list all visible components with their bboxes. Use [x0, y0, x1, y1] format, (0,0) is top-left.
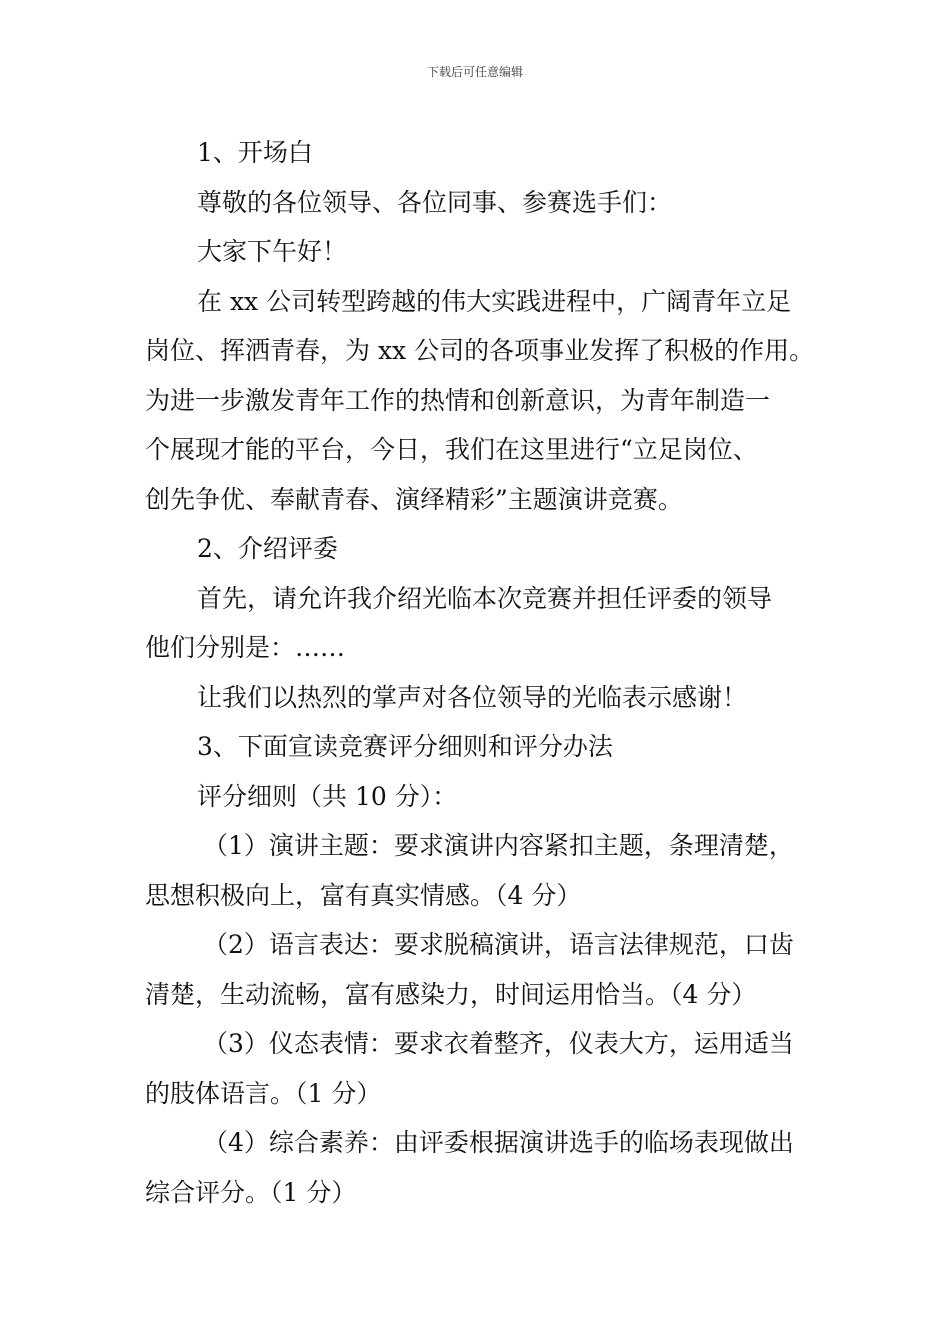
document-body [145, 128, 815, 1217]
paragraph-line: 他们分别是：…… [145, 633, 346, 662]
scoring-item-line: 的肢体语言。（1 分） [145, 1078, 382, 1108]
paragraph-line: 让我们以热烈的掌声对各位领导的光临表示感谢！ [197, 682, 748, 712]
scoring-item-line: 综合评分。（1 分） [145, 1177, 357, 1207]
section-heading-opening: 1、开场白 [197, 138, 313, 167]
scoring-item-line: （2）语言表达：要求脱稿演讲，语言法律规范，口齿 [203, 930, 794, 959]
paragraph-line: 岗位、挥洒青春，为 xx 公司的各项事业发挥了积极的作用。 [145, 336, 815, 365]
salutation: 尊敬的各位领导、各位同事、参赛选手们： [197, 187, 673, 217]
paragraph-line: 首先，请允许我介绍光临本次竞赛并担任评委的领导 [197, 583, 773, 613]
paragraph-line: 在 xx 公司转型跨越的伟大实践进程中，广阔青年立足 [197, 286, 792, 316]
paragraph-line: 创先争优、奉献青春、演绎精彩”主题演讲竞赛。 [145, 484, 683, 514]
greeting: 大家下午好！ [197, 237, 348, 266]
scoring-item-line: 思想积极向上，富有真实情感。（4 分） [145, 880, 582, 910]
page-header: 下载后可任意编辑 [426, 65, 523, 79]
scoring-item-line: （1）演讲主题：要求演讲内容紧扣主题，条理清楚， [203, 831, 794, 860]
scoring-item-line: 清楚，生动流畅，富有感染力，时间运用恰当。（4 分） [145, 979, 757, 1009]
scoring-item-line: （3）仪态表情：要求衣着整齐，仪表大方，运用适当 [203, 1029, 794, 1058]
section-heading-judges: 2、介绍评委 [197, 534, 338, 563]
paragraph-line: 个展现才能的平台，今日，我们在这里进行“立足岗位、 [145, 435, 758, 464]
scoring-item-line: （4）综合素养：由评委根据演讲选手的临场表现做出 [203, 1128, 794, 1157]
section-heading-rules: 3、下面宣读竞赛评分细则和评分办法 [197, 732, 613, 761]
scoring-title: 评分细则（共 10 分）： [197, 781, 458, 811]
paragraph-line: 为进一步激发青年工作的热情和创新意识，为青年制造一 [145, 385, 771, 415]
